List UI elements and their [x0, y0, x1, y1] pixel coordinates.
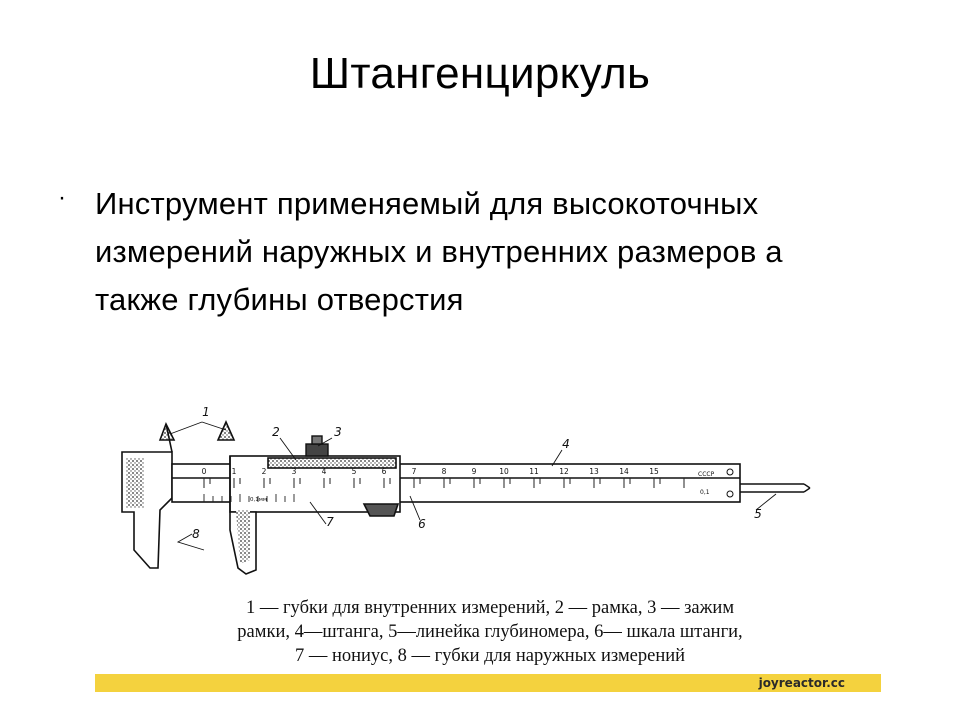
watermark-text: joyreactor.cc	[758, 676, 845, 690]
scale-number: 7	[411, 467, 417, 476]
scale-number: 4	[321, 467, 327, 476]
scale-number: 1	[231, 467, 237, 476]
scale-number: 3	[291, 467, 297, 476]
callout-7: 7	[326, 515, 334, 529]
vernier-label: 0,1мм	[250, 497, 268, 503]
scale-number: 5	[351, 467, 357, 476]
callout-6: 6	[418, 517, 426, 531]
callout-4: 4	[562, 437, 570, 451]
caption-line-2: рамки, 4—штанга, 5—линейка глубиномера, 6— шкала штанги,	[237, 622, 743, 642]
scale-number: 10	[499, 467, 509, 476]
callout-3: 3	[334, 425, 342, 439]
fixed-jaw	[122, 424, 174, 568]
scale-number: 6	[381, 467, 387, 476]
callout-2: 2	[272, 425, 280, 439]
ruler-mark: 0,1	[700, 489, 710, 496]
scale-number: 9	[471, 467, 477, 476]
bullet-text: Инструмент применяемый для высокоточных измерений наружных и внутренних размеров а также глубины отверстия	[95, 186, 783, 317]
clamp-screw	[306, 436, 328, 456]
watermark-bar	[95, 674, 881, 692]
scale-number: 15	[649, 467, 659, 476]
caption-line-3: 7 — нониус, 8 — губки для наружных измерений	[294, 646, 686, 666]
scale-number: 2	[261, 467, 267, 476]
caliper-diagram	[100, 400, 820, 590]
scale-number: 8	[441, 467, 447, 476]
figure-caption	[100, 596, 880, 668]
slide-title: Штангенциркуль	[309, 49, 651, 98]
callout-1: 1	[202, 405, 210, 419]
caption-line-1: 1 — губки для внутренних измерений, 2 — рамка, 3 — зажим	[245, 598, 735, 618]
scale-number: 0	[201, 467, 207, 476]
callout-5: 5	[754, 507, 762, 521]
ruler-mark: СССР	[698, 471, 715, 478]
scale-number: 14	[619, 467, 629, 476]
bullet-dot-icon: ·	[58, 184, 66, 211]
callout-8: 8	[192, 527, 200, 541]
depth-rod	[740, 484, 810, 492]
scale-number: 12	[559, 467, 569, 476]
scale-number: 13	[589, 467, 599, 476]
scale-number: 11	[529, 467, 539, 476]
